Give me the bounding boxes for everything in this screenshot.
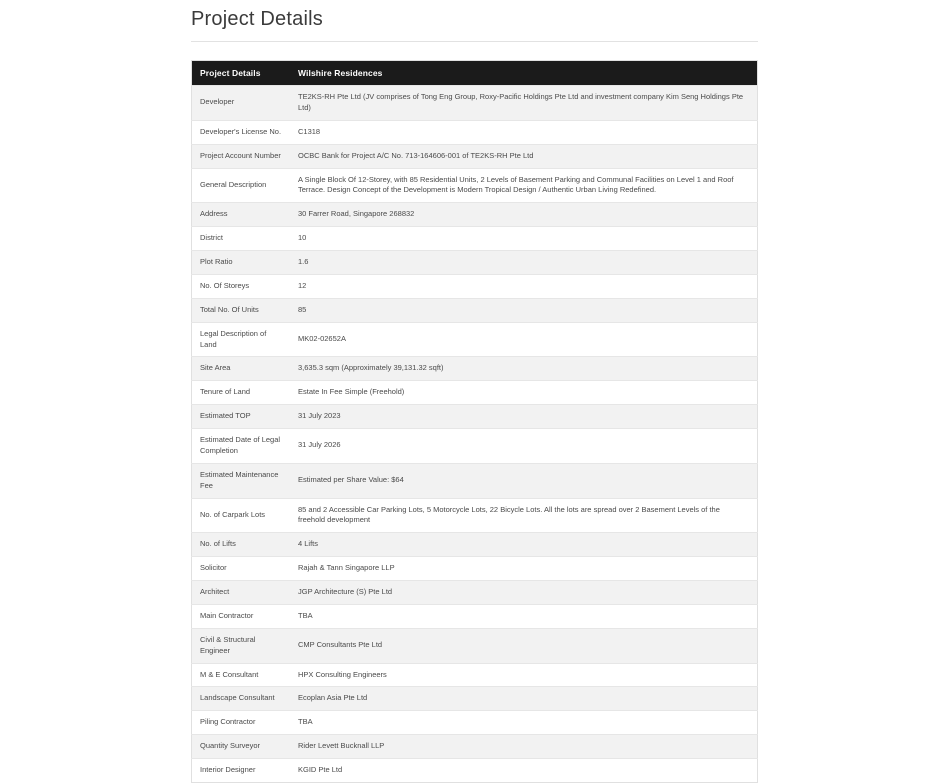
table-row	[192, 581, 758, 605]
row-label: Site Area	[192, 357, 291, 381]
table-row	[192, 687, 758, 711]
row-value: 4 Lifts	[290, 533, 758, 557]
table-row	[192, 604, 758, 628]
row-value: 1.6	[290, 251, 758, 275]
row-label: Main Contractor	[192, 604, 291, 628]
row-value: Rajah & Tann Singapore LLP	[290, 557, 758, 581]
row-label: Developer's License No.	[192, 120, 291, 144]
row-label: Developer	[192, 86, 291, 121]
row-label: Legal Description of Land	[192, 322, 291, 357]
row-label: No. of Lifts	[192, 533, 291, 557]
row-label: Estimated Date of Legal Completion	[192, 429, 291, 464]
row-label: District	[192, 227, 291, 251]
table-row	[192, 227, 758, 251]
row-label: Total No. Of Units	[192, 298, 291, 322]
row-value: JGP Architecture (S) Pte Ltd	[290, 581, 758, 605]
row-label: Interior Designer	[192, 759, 291, 783]
row-value: OCBC Bank for Project A/C No. 713-164606-001 of TE2KS-RH Pte Ltd	[290, 144, 758, 168]
table-row	[192, 429, 758, 464]
table-row	[192, 735, 758, 759]
row-value: 10	[290, 227, 758, 251]
row-label: Plot Ratio	[192, 251, 291, 275]
row-label: No. of Carpark Lots	[192, 498, 291, 533]
row-value: Rider Levett Bucknall LLP	[290, 735, 758, 759]
row-value: Estate In Fee Simple (Freehold)	[290, 381, 758, 405]
table-row	[192, 298, 758, 322]
row-label: Address	[192, 203, 291, 227]
table-row	[192, 251, 758, 275]
table-row	[192, 144, 758, 168]
row-label: Estimated Maintenance Fee	[192, 463, 291, 498]
row-value: 12	[290, 274, 758, 298]
table-row	[192, 86, 758, 121]
row-label: Estimated TOP	[192, 405, 291, 429]
project-details-table	[191, 60, 758, 783]
table-row	[192, 759, 758, 783]
row-value: Ecoplan Asia Pte Ltd	[290, 687, 758, 711]
table-row	[192, 533, 758, 557]
table-header-row	[192, 61, 758, 86]
table-row	[192, 203, 758, 227]
table-row	[192, 405, 758, 429]
row-value: TBA	[290, 711, 758, 735]
row-value: MK02-02652A	[290, 322, 758, 357]
content-column	[191, 0, 758, 783]
row-value: CMP Consultants Pte Ltd	[290, 628, 758, 663]
table-row	[192, 463, 758, 498]
row-label: Solicitor	[192, 557, 291, 581]
table-row	[192, 168, 758, 203]
row-label: General Description	[192, 168, 291, 203]
row-label: Civil & Structural Engineer	[192, 628, 291, 663]
row-value: 31 July 2023	[290, 405, 758, 429]
table-body	[192, 86, 758, 783]
row-label: M & E Consultant	[192, 663, 291, 687]
column-header-value: Wilshire Residences	[290, 61, 758, 86]
row-value: 31 July 2026	[290, 429, 758, 464]
row-value: HPX Consulting Engineers	[290, 663, 758, 687]
table-row	[192, 322, 758, 357]
title-divider	[191, 41, 758, 42]
row-value: A Single Block Of 12-Storey, with 85 Residential Units, 2 Levels of Basement Parking and Communal Facilities on Level 1 and Roof Terrace. Design Concept of the Development is Modern Tropical Design / Authentic Urban Living Redefined.	[290, 168, 758, 203]
column-header-key: Project Details	[192, 61, 291, 86]
row-value: 85	[290, 298, 758, 322]
table-row	[192, 628, 758, 663]
table-header	[192, 61, 758, 86]
row-value: 3,635.3 sqm (Approximately 39,131.32 sqft)	[290, 357, 758, 381]
row-value: Estimated per Share Value: $64	[290, 463, 758, 498]
table-row	[192, 663, 758, 687]
table-row	[192, 557, 758, 581]
table-row	[192, 274, 758, 298]
row-value: 85 and 2 Accessible Car Parking Lots, 5 Motorcycle Lots, 22 Bicycle Lots. All the lots are spread over 2 Basement Levels of the freehold development	[290, 498, 758, 533]
table-row	[192, 120, 758, 144]
row-value: KGID Pte Ltd	[290, 759, 758, 783]
row-value: TE2KS-RH Pte Ltd (JV comprises of Tong Eng Group, Roxy-Pacific Holdings Pte Ltd and investment company Kim Seng Holdings Pte Ltd)	[290, 86, 758, 121]
row-label: Piling Contractor	[192, 711, 291, 735]
row-label: Tenure of Land	[192, 381, 291, 405]
row-value: TBA	[290, 604, 758, 628]
table-row	[192, 357, 758, 381]
table-row	[192, 711, 758, 735]
page-title: Project Details	[191, 8, 323, 30]
table-row	[192, 498, 758, 533]
table-row	[192, 381, 758, 405]
row-value: C1318	[290, 120, 758, 144]
row-label: No. Of Storeys	[192, 274, 291, 298]
row-label: Architect	[192, 581, 291, 605]
row-label: Quantity Surveyor	[192, 735, 291, 759]
row-label: Landscape Consultant	[192, 687, 291, 711]
row-label: Project Account Number	[192, 144, 291, 168]
row-value: 30 Farrer Road, Singapore 268832	[290, 203, 758, 227]
